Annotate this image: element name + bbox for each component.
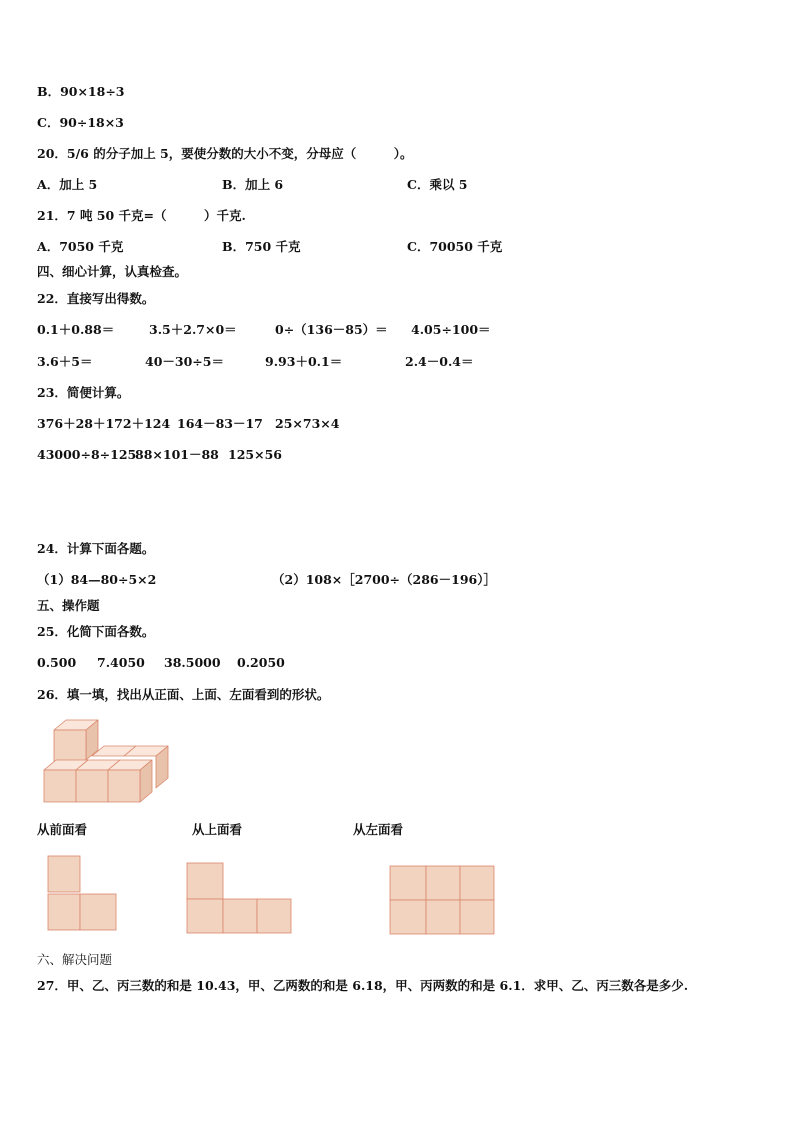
q19-option-b: B．90×18÷3 xyxy=(37,84,125,99)
q24-part-2: （2）108×［2700÷（286－196）］ xyxy=(272,572,496,587)
q20-stem: 20．5/6 的分子加上 5，要使分数的大小不变，分母应（ ）。 xyxy=(37,146,413,161)
q21-option-a: A．7050 千克 xyxy=(37,239,124,254)
view-left-label: 从左面看 xyxy=(353,822,404,837)
q23-stem: 23．简便计算。 xyxy=(37,385,130,400)
q22-item: 9.93＋0.1＝ xyxy=(265,354,343,369)
section-6-heading: 六、解决问题 xyxy=(37,952,113,967)
q25-number: 7.4050 xyxy=(97,655,145,670)
q23-item: 164－83－17 xyxy=(177,416,263,431)
q19-option-c: C．90÷18×3 xyxy=(37,115,124,130)
q27-stem: 27．甲、乙、丙三数的和是 10.43，甲、乙两数的和是 6.18，甲、丙两数的和是 6.1．求甲、乙、丙三数各是多少. xyxy=(37,978,689,993)
cube-figure xyxy=(40,712,180,807)
q21-option-b: B．750 千克 xyxy=(222,239,301,254)
q25-stem: 25．化简下面各数。 xyxy=(37,624,155,639)
q25-number: 0.500 xyxy=(37,655,77,670)
section-5-heading: 五、操作题 xyxy=(37,598,100,613)
q22-item: 4.05÷100＝ xyxy=(411,322,491,337)
q22-item: 3.5＋2.7×0＝ xyxy=(149,322,237,337)
q24-stem: 24．计算下面各题。 xyxy=(37,541,155,556)
q20-option-c: C．乘以 5 xyxy=(407,177,468,192)
q25-number: 38.5000 xyxy=(164,655,221,670)
q23-item: 88×101－88 xyxy=(135,447,219,462)
q22-item: 40－30÷5＝ xyxy=(145,354,224,369)
front-view-shape xyxy=(46,854,120,934)
q22-stem: 22．直接写出得数。 xyxy=(37,291,155,306)
left-view-shape xyxy=(388,864,498,936)
q20-option-a: A．加上 5 xyxy=(37,177,98,192)
q25-number: 0.2050 xyxy=(237,655,285,670)
view-top-label: 从上面看 xyxy=(192,822,243,837)
q24-part-1: （1）84—80÷5×2 xyxy=(37,572,157,587)
top-view-shape xyxy=(185,861,295,937)
q23-item: 25×73×4 xyxy=(275,416,340,431)
q20-option-b: B．加上 6 xyxy=(222,177,284,192)
q22-item: 0.1＋0.88＝ xyxy=(37,322,115,337)
q26-stem: 26．填一填，找出从正面、上面、左面看到的形状。 xyxy=(37,687,330,702)
q23-item: 43000÷8÷125 xyxy=(37,447,137,462)
q22-item: 3.6＋5＝ xyxy=(37,354,93,369)
q22-item: 2.4－0.4＝ xyxy=(405,354,474,369)
q21-stem: 21．7 吨 50 千克=（ ）千克. xyxy=(37,208,246,223)
q21-option-c: C．70050 千克 xyxy=(407,239,503,254)
q23-item: 376＋28＋172＋124 xyxy=(37,416,171,431)
view-front-label: 从前面看 xyxy=(37,822,88,837)
section-4-heading: 四、细心计算，认真检查。 xyxy=(37,264,188,279)
q23-item: 125×56 xyxy=(228,447,282,462)
q22-item: 0÷（136－85）＝ xyxy=(275,322,388,337)
